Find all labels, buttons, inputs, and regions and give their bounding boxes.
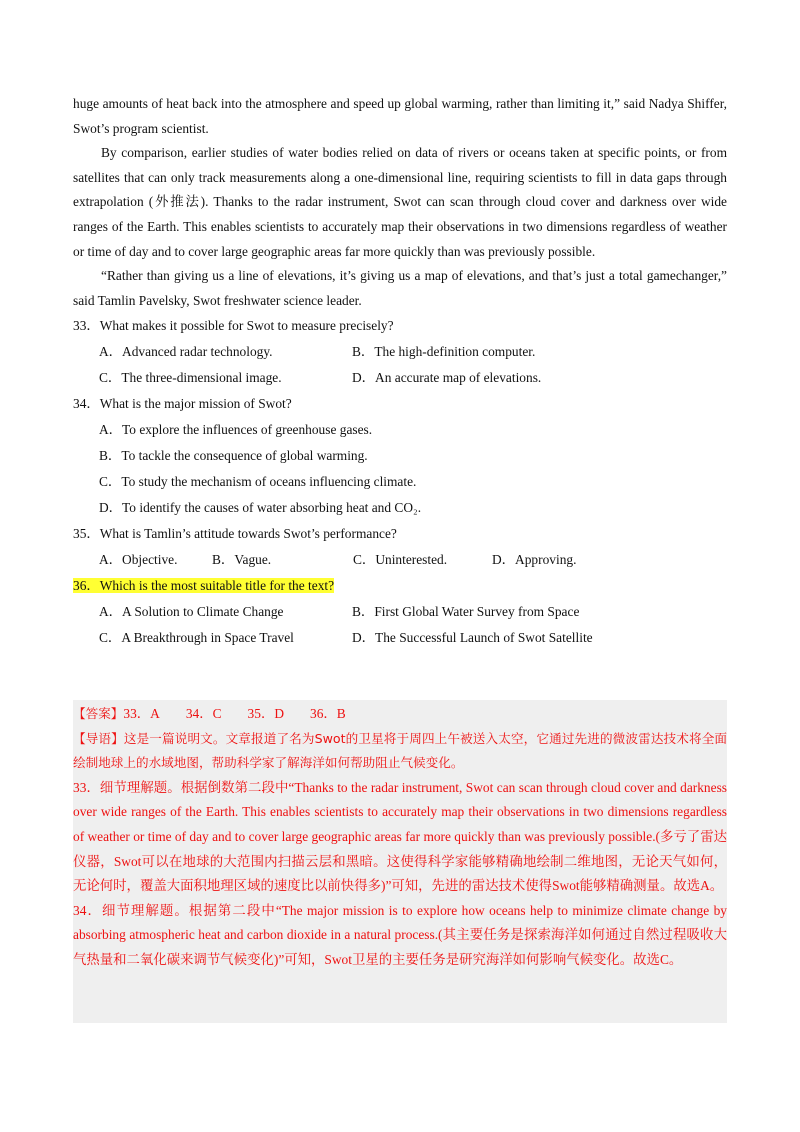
answer-intro: 【导语】这是一篇说明文。文章报道了名为Swot的卫星将于周四上午被送入太空，它通过先进的微波雷达技术将全面绘制地球上的水域地图，帮助科学家了解海洋如何帮助阻止气候变化。 xyxy=(73,730,727,771)
option-c: C．The three-dimensional image. xyxy=(99,370,282,386)
option-d: D．An accurate map of elevations. xyxy=(352,370,542,386)
passage-paragraph: By comparison, earlier studies of water bodies relied on data of rivers or oceans taken at specific points, or from satellites that can only track measurements along a one-dimensional line, requiring scientists to fill in data gaps through extrapolation (外推法). Thanks to the radar instrument, Swot can scan through cloud cover and darkness over wide ranges of the Earth. This enables scientists to accurately map their observations in two dimensions regardless of weather or time of day and to cover large geographic areas far more quickly than was previously possible. xyxy=(73,145,727,259)
answer-section xyxy=(73,702,727,973)
passage-paragraph: huge amounts of heat back into the atmosphere and speed up global warming, rather than limiting it,” said Nadya Shiffer, Swot’s program scientist. xyxy=(73,96,727,136)
option-a: A．To explore the influences of greenhouse gases. xyxy=(99,422,373,438)
passage-paragraph: “Rather than giving us a line of elevations, it’s giving us a map of elevations, and that’s just a total gamechanger,” said Tamlin Pavelsky, Swot freshwater science leader. xyxy=(73,268,727,308)
option-d: D．The Successful Launch of Swot Satellite xyxy=(352,630,593,646)
answer-34: 34．C xyxy=(185,706,222,721)
question-stem: 35．What is Tamlin’s attitude towards Swot’s performance? xyxy=(73,526,397,542)
option-c: C．A Breakthrough in Space Travel xyxy=(99,630,294,646)
option-b: B．The high-definition computer. xyxy=(352,344,536,360)
question-stem: 36．Which is the most suitable title for the text? xyxy=(73,578,335,594)
option-c: C．Uninterested. xyxy=(353,552,448,568)
question-33 xyxy=(73,313,727,391)
option-d: D．To identify the causes of water absorbing heat and CO₂. xyxy=(99,500,422,516)
option-a: A．Objective. xyxy=(99,552,178,568)
question-36 xyxy=(73,573,727,651)
answer-36: 36．B xyxy=(310,706,346,721)
option-b: B．To tackle the consequence of global warming. xyxy=(99,448,368,464)
option-a: A．Advanced radar technology. xyxy=(99,344,273,360)
answer-33: 33．A xyxy=(123,706,160,721)
passage xyxy=(73,92,727,651)
answer-35: 35．D xyxy=(247,706,284,721)
option-c: C．To study the mechanism of oceans influencing climate. xyxy=(99,474,417,490)
explanation-34: 34．细节理解题。根据第二段中“The major mission is to explore how oceans help to minimize climate change by absorbing atmospheric heat and carbon dioxide in a natural process.(其主要任务是探索海洋如何通过自然过程吸收大气热量和二氧化碳来调节气候变化)”可知，Swot卫星的主要任务是研究海洋如何影响气候变化。故选C。 xyxy=(73,902,727,967)
option-a: A．A Solution to Climate Change xyxy=(99,604,284,620)
explanation-33: 33．细节理解题。根据倒数第二段中“Thanks to the radar instrument, Swot can scan through cloud cover and darkness over wide ranges of the Earth. This enables scientists to accurately map their observations in two dimensions regardless of weather or time of day and to cover large geographic areas far more quickly than was previously possible.(多亏了雷达仪器，Swot可以在地球的大范围内扫描云层和黑暗。这使得科学家能够精确地绘制二维地图，无论天气如何，无论何时，覆盖大面积地理区域的速度比以前快得多)”可知，先进的雷达技术使得Swot能够精确测量。故选A。 xyxy=(73,779,727,894)
answer-key xyxy=(73,702,727,727)
question-35 xyxy=(73,521,727,573)
answer-label: 【答案】 xyxy=(73,706,124,721)
question-34 xyxy=(73,391,727,521)
question-stem: 34．What is the major mission of Swot? xyxy=(73,396,292,412)
option-d: D．Approving. xyxy=(492,552,577,568)
question-stem: 33．What makes it possible for Swot to measure precisely? xyxy=(73,318,394,334)
option-b: B．First Global Water Survey from Space xyxy=(352,604,580,620)
option-b: B．Vague. xyxy=(212,552,272,568)
